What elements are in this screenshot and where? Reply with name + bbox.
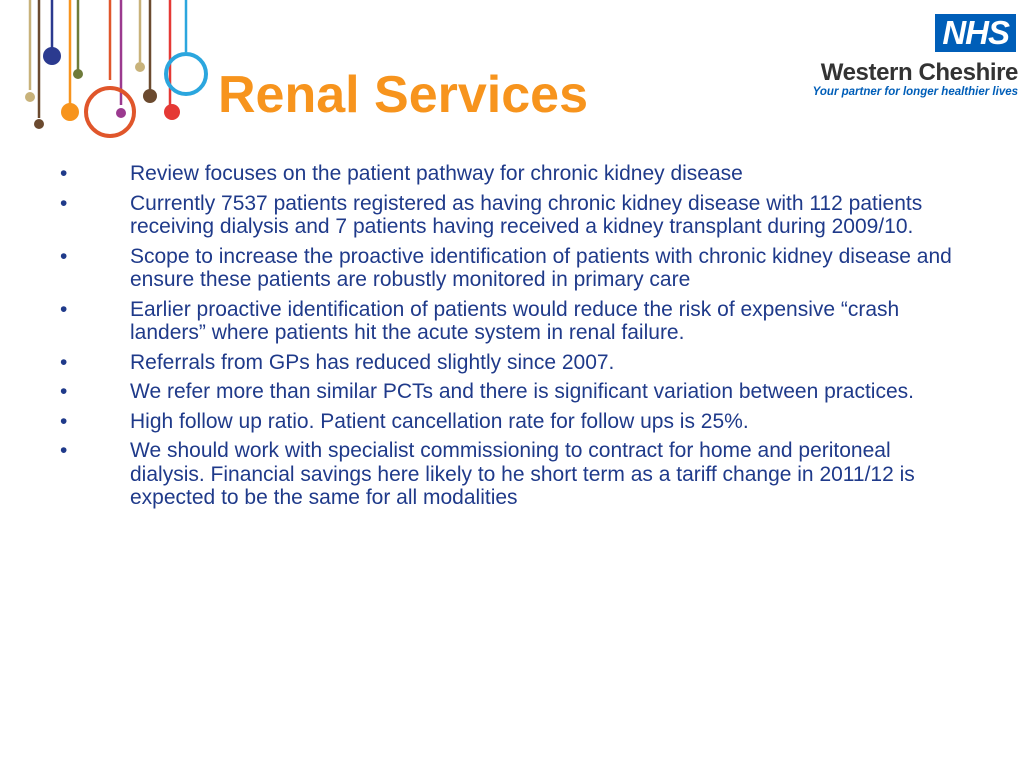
bullet-item bbox=[60, 192, 970, 239]
bullet-text: Scope to increase the proactive identification of patients with chronic kidney disease and ensure these patients are robustly monitored in primary care bbox=[130, 244, 952, 291]
bullet-item bbox=[60, 410, 970, 434]
bullet-icon: • bbox=[60, 380, 68, 403]
nhs-western-cheshire-logo bbox=[794, 14, 1020, 104]
bullet-icon: • bbox=[60, 244, 68, 268]
bullet-list bbox=[60, 162, 970, 516]
bullet-item bbox=[60, 298, 970, 345]
bullet-icon: • bbox=[60, 350, 68, 374]
bullet-icon: • bbox=[60, 191, 68, 215]
bullet-text: Review focuses on the patient pathway for chronic kidney disease bbox=[130, 162, 743, 185]
bullet-text: Earlier proactive identification of patients would reduce the risk of expensive “crash landers” where patients hit the acute system in renal failure. bbox=[130, 297, 900, 344]
org-name: Western Cheshire bbox=[820, 59, 1018, 86]
bullet-text: Referrals from GPs has reduced slightly since 2007. bbox=[130, 350, 615, 374]
bullet-text: High follow up ratio. Patient cancellation rate for follow ups is 25%. bbox=[130, 409, 749, 433]
bullet-text: We refer more than similar PCTs and there is significant variation between practices. bbox=[130, 380, 914, 403]
bullet-item bbox=[60, 380, 970, 404]
bullet-text: We should work with specialist commissioning to contract for home and peritoneal dialysis. Financial savings here likely to he short term as a tariff change in 2011/12 is expected to be the same for all modalities bbox=[130, 439, 915, 509]
bullet-item bbox=[60, 439, 970, 510]
nhs-badge: NHS bbox=[935, 14, 1016, 52]
bullet-item bbox=[60, 162, 970, 186]
bullet-icon: • bbox=[60, 439, 68, 462]
bullet-item bbox=[60, 245, 970, 292]
bullet-icon: • bbox=[60, 297, 68, 321]
decorative-pins-graphic bbox=[0, 0, 215, 150]
slide-title: Renal Services bbox=[218, 65, 589, 124]
bullet-icon: • bbox=[60, 162, 68, 185]
bullet-icon: • bbox=[60, 409, 68, 433]
bullet-item bbox=[60, 351, 970, 375]
bullet-text: Currently 7537 patients registered as having chronic kidney disease with 112 patients receiving dialysis and 7 patients having received a kidney transplant during 2009/10. bbox=[130, 191, 923, 238]
org-tagline: Your partner for longer healthier lives bbox=[812, 86, 1018, 98]
